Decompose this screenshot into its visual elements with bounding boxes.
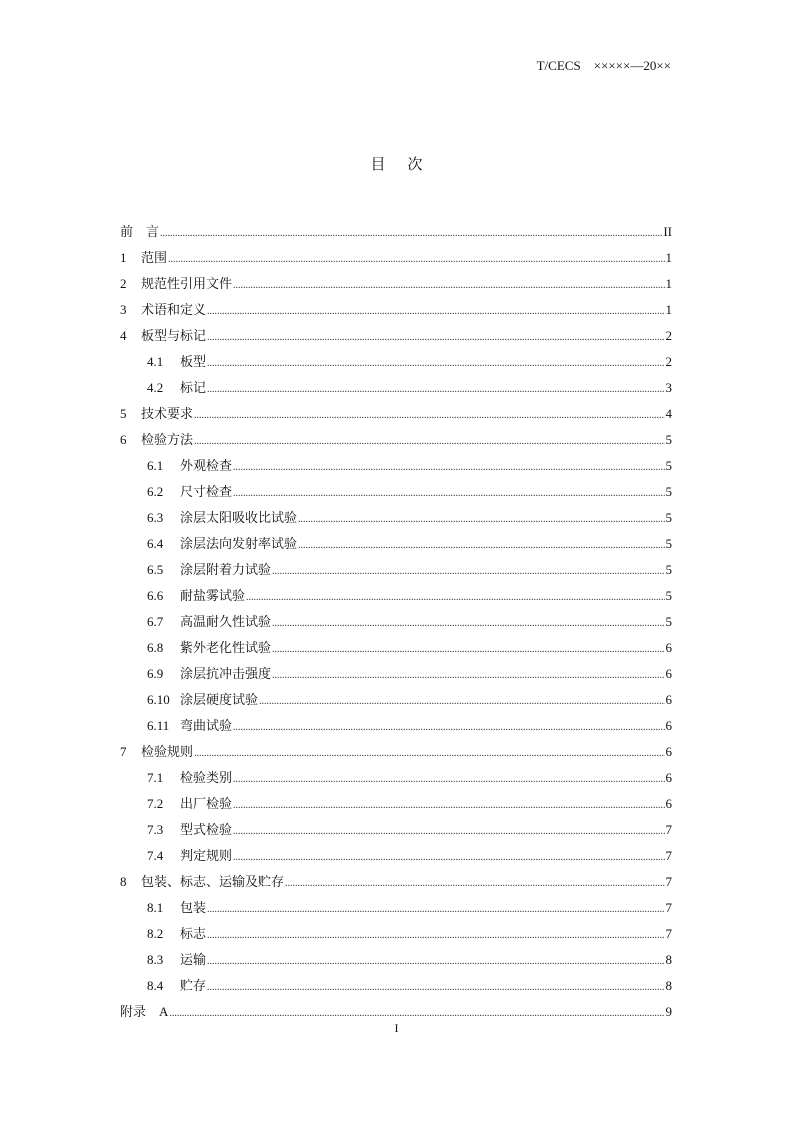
toc-entry-number: 6.3 bbox=[147, 510, 164, 525]
toc-entry-label: 检验规则 bbox=[141, 744, 194, 759]
dot-leader bbox=[233, 821, 664, 841]
dot-leader bbox=[233, 457, 664, 477]
toc-entry-page: 3 bbox=[665, 380, 672, 395]
toc-entry-label: 技术要求 bbox=[141, 406, 194, 421]
toc-entry-number: 4 bbox=[120, 328, 127, 343]
toc-entry-number: 6.11 bbox=[147, 718, 170, 733]
toc-entry-page: 5 bbox=[665, 458, 672, 473]
toc-entry-label: 术语和定义 bbox=[141, 302, 207, 317]
dot-leader bbox=[160, 223, 662, 243]
toc-entry-label: 标记 bbox=[180, 380, 207, 395]
toc-entry-number: 7.3 bbox=[147, 822, 164, 837]
dot-leader bbox=[233, 769, 664, 789]
dot-leader bbox=[207, 353, 664, 373]
toc-entry-page: 7 bbox=[665, 874, 672, 889]
toc-entry-label: 弯曲试验 bbox=[180, 718, 233, 733]
toc-entry-number: 8.1 bbox=[147, 900, 164, 915]
toc-entry[interactable] bbox=[120, 925, 672, 951]
toc-entry[interactable] bbox=[120, 275, 672, 301]
dot-leader bbox=[298, 509, 664, 529]
page-number: I bbox=[394, 1021, 399, 1035]
toc-entry-number: 8.4 bbox=[147, 978, 164, 993]
toc-entry-label: 贮存 bbox=[180, 978, 207, 993]
toc-entry-number: 6.10 bbox=[147, 692, 170, 707]
page-title bbox=[0, 153, 793, 174]
dot-leader bbox=[233, 795, 664, 815]
dot-leader bbox=[194, 405, 664, 425]
dot-leader bbox=[233, 275, 664, 295]
toc-entry-page: 6 bbox=[665, 640, 672, 655]
dot-leader bbox=[298, 535, 664, 555]
toc-entry-label: 检验类别 bbox=[180, 770, 233, 785]
toc-entry[interactable] bbox=[120, 431, 672, 457]
toc-entry-page: 2 bbox=[665, 328, 672, 343]
dot-leader bbox=[272, 665, 664, 685]
toc-entry[interactable] bbox=[120, 743, 672, 769]
toc-entry[interactable] bbox=[120, 691, 672, 717]
toc-entry[interactable] bbox=[120, 847, 672, 873]
dot-leader bbox=[246, 587, 664, 607]
toc-entry-page: 5 bbox=[665, 432, 672, 447]
toc-entry-page: 7 bbox=[665, 822, 672, 837]
toc-entry-label: 前 言 bbox=[120, 224, 160, 239]
toc-entry-page: 6 bbox=[665, 718, 672, 733]
toc-entry-number: 6.2 bbox=[147, 484, 164, 499]
toc-entry[interactable] bbox=[120, 795, 672, 821]
toc-entry-label: 判定规则 bbox=[180, 848, 233, 863]
toc-entry-page: 5 bbox=[665, 562, 672, 577]
dot-leader bbox=[272, 613, 664, 633]
toc-entry-page: 8 bbox=[665, 978, 672, 993]
toc-entry[interactable] bbox=[120, 665, 672, 691]
dot-leader bbox=[168, 249, 664, 269]
toc-entry[interactable] bbox=[120, 951, 672, 977]
toc-entry-label: 运输 bbox=[180, 952, 207, 967]
toc-entry[interactable] bbox=[120, 873, 672, 899]
toc-entry-page: 6 bbox=[665, 692, 672, 707]
toc-entry[interactable] bbox=[120, 639, 672, 665]
toc-entry-label: 检验方法 bbox=[141, 432, 194, 447]
toc-entry[interactable] bbox=[120, 769, 672, 795]
toc-entry-number: 6.6 bbox=[147, 588, 164, 603]
dot-leader bbox=[272, 561, 664, 581]
toc-entry[interactable] bbox=[120, 405, 672, 431]
dot-leader bbox=[233, 717, 664, 737]
toc-entry-label: 板型与标记 bbox=[141, 328, 207, 343]
toc-entry[interactable] bbox=[120, 899, 672, 925]
toc-entry-page: 5 bbox=[665, 614, 672, 629]
dot-leader bbox=[207, 327, 664, 347]
toc-entry-page: 9 bbox=[665, 1004, 672, 1019]
toc-entry-page: 1 bbox=[665, 302, 672, 317]
toc-entry-page: II bbox=[663, 224, 672, 239]
toc-entry-page: 6 bbox=[665, 666, 672, 681]
toc-entry-page: 1 bbox=[665, 276, 672, 291]
dot-leader bbox=[233, 483, 664, 503]
dot-leader bbox=[207, 977, 664, 997]
toc-entry-page: 5 bbox=[665, 510, 672, 525]
toc-entry-label: 涂层法向发射率试验 bbox=[180, 536, 298, 551]
toc-entry-page: 4 bbox=[665, 406, 672, 421]
toc-entry[interactable] bbox=[120, 249, 672, 275]
dot-leader bbox=[207, 379, 664, 399]
toc-entry-number: 6.8 bbox=[147, 640, 164, 655]
toc-entry[interactable] bbox=[120, 483, 672, 509]
toc-entry-label: 尺寸检查 bbox=[180, 484, 233, 499]
toc-entry-page: 6 bbox=[665, 744, 672, 759]
dot-leader bbox=[285, 873, 664, 893]
toc-entry[interactable] bbox=[120, 535, 672, 561]
toc-entry-label: 涂层太阳吸收比试验 bbox=[180, 510, 298, 525]
toc-entry-label: 板型 bbox=[180, 354, 207, 369]
dot-leader bbox=[207, 951, 664, 971]
toc-entry-number: 8 bbox=[120, 874, 127, 889]
title-char: 次 bbox=[407, 157, 423, 173]
dot-leader bbox=[169, 1003, 664, 1023]
toc-entry-label: 涂层抗冲击强度 bbox=[180, 666, 272, 681]
toc-entry[interactable] bbox=[120, 327, 672, 353]
toc-entry-number: 6.9 bbox=[147, 666, 164, 681]
toc-entry-page: 5 bbox=[665, 588, 672, 603]
dot-leader bbox=[259, 691, 664, 711]
toc-entry-page: 7 bbox=[665, 926, 672, 941]
toc-entry-number: 6.4 bbox=[147, 536, 164, 551]
toc-entry[interactable] bbox=[120, 717, 672, 743]
toc-entry[interactable] bbox=[120, 821, 672, 847]
toc-entry-number: 7.2 bbox=[147, 796, 164, 811]
toc-entry-page: 7 bbox=[665, 900, 672, 915]
toc-entry-number: 6 bbox=[120, 432, 127, 447]
toc-entry-page: 2 bbox=[665, 354, 672, 369]
toc-entry-page: 5 bbox=[665, 484, 672, 499]
toc-entry-label: 附录 A bbox=[120, 1004, 169, 1019]
toc-entry-label: 包装 bbox=[180, 900, 207, 915]
toc-entry-page: 6 bbox=[665, 796, 672, 811]
toc-entry[interactable] bbox=[120, 977, 672, 1003]
toc-entry-page: 5 bbox=[665, 536, 672, 551]
dot-leader bbox=[233, 847, 664, 867]
toc-entry-number: 6.5 bbox=[147, 562, 164, 577]
toc-entry-label: 涂层硬度试验 bbox=[180, 692, 259, 707]
toc-entry-page: 1 bbox=[665, 250, 672, 265]
toc-entry-number: 7.1 bbox=[147, 770, 164, 785]
toc-entry-label: 范围 bbox=[141, 250, 168, 265]
toc-entry[interactable] bbox=[120, 223, 672, 249]
toc-entry[interactable] bbox=[120, 613, 672, 639]
dot-leader bbox=[207, 899, 664, 919]
toc-entry-page: 8 bbox=[665, 952, 672, 967]
toc-entry-number: 7.4 bbox=[147, 848, 164, 863]
toc-entry-label: 型式检验 bbox=[180, 822, 233, 837]
table-of-contents bbox=[120, 223, 672, 1029]
toc-entry[interactable] bbox=[120, 561, 672, 587]
toc-entry-number: 2 bbox=[120, 276, 127, 291]
dot-leader bbox=[272, 639, 664, 659]
toc-entry-label: 紫外老化性试验 bbox=[180, 640, 272, 655]
toc-entry-page: 6 bbox=[665, 770, 672, 785]
toc-entry-label: 出厂检验 bbox=[180, 796, 233, 811]
toc-entry-number: 8.3 bbox=[147, 952, 164, 967]
dot-leader bbox=[207, 925, 664, 945]
toc-entry-label: 外观检查 bbox=[180, 458, 233, 473]
toc-entry-number: 1 bbox=[120, 250, 127, 265]
toc-entry-label: 包装、标志、运输及贮存 bbox=[141, 874, 285, 889]
toc-entry[interactable] bbox=[120, 587, 672, 613]
toc-entry-label: 高温耐久性试验 bbox=[180, 614, 272, 629]
dot-leader bbox=[194, 743, 664, 763]
toc-entry-number: 3 bbox=[120, 302, 127, 317]
toc-entry-label: 耐盐雾试验 bbox=[180, 588, 246, 603]
toc-entry[interactable] bbox=[120, 379, 672, 405]
toc-entry[interactable] bbox=[120, 509, 672, 535]
dot-leader bbox=[194, 431, 664, 451]
toc-entry-number: 4.1 bbox=[147, 354, 164, 369]
toc-entry-number: 4.2 bbox=[147, 380, 164, 395]
toc-entry-number: 6.1 bbox=[147, 458, 164, 473]
toc-entry-label: 规范性引用文件 bbox=[141, 276, 233, 291]
toc-entry[interactable] bbox=[120, 353, 672, 379]
toc-entry-number: 5 bbox=[120, 406, 127, 421]
title-char: 目 bbox=[370, 157, 386, 173]
toc-entry-number: 8.2 bbox=[147, 926, 164, 941]
toc-entry-number: 7 bbox=[120, 744, 127, 759]
toc-entry-number: 6.7 bbox=[147, 614, 164, 629]
toc-entry-page: 7 bbox=[665, 848, 672, 863]
toc-entry-label: 标志 bbox=[180, 926, 207, 941]
standard-code-header: T/CECS ×××××—20×× bbox=[536, 58, 671, 73]
toc-entry[interactable] bbox=[120, 301, 672, 327]
toc-entry[interactable] bbox=[120, 457, 672, 483]
toc-entry-label: 涂层附着力试验 bbox=[180, 562, 272, 577]
dot-leader bbox=[207, 301, 664, 321]
